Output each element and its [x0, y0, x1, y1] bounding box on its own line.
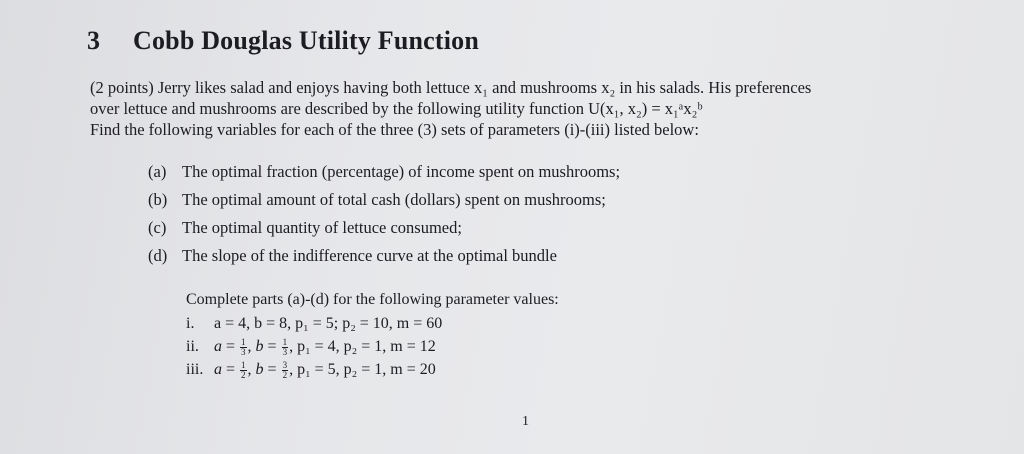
item-text: The slope of the indifference curve at the optimal bundle — [182, 246, 557, 265]
row-label: ii. — [186, 338, 199, 355]
fraction-b: $\frac{1}{3}$ — [282, 337, 288, 358]
row-values: p₁ = 5, p₂ = 1, m = 20 — [297, 361, 436, 378]
row-label: i. — [186, 315, 195, 332]
item-label: (c) — [148, 218, 167, 237]
problem-statement — [90, 77, 980, 140]
question-item-c — [148, 214, 620, 242]
section-title: Cobb Douglas Utility Function — [133, 26, 480, 55]
item-label: (d) — [148, 246, 168, 265]
question-list — [148, 158, 620, 270]
fraction-a: $\frac{1}{3}$ — [241, 337, 246, 358]
fraction-a: $\frac{1}{2}$ — [241, 360, 246, 381]
question-item-a — [148, 158, 620, 186]
section-number: 3 — [87, 26, 101, 55]
question-item-d — [148, 242, 620, 270]
section-heading — [87, 26, 479, 56]
parameter-row-i — [186, 312, 559, 335]
parameter-row-ii: ii. a = $\frac{1}{3}$ , b = $\frac{1}{3}$ , p₁ = 4, p₂ = 1, m = 12 — [186, 335, 559, 358]
item-label: (b) — [148, 190, 168, 209]
item-text: The optimal fraction (percentage) of income spent on mushrooms; — [182, 162, 621, 181]
item-text: The optimal quantity of lettuce consumed; — [182, 218, 462, 237]
statement-line-3: Find the following variables for each of the three (3) sets of parameters (i)-(iii) listed below: — [90, 120, 699, 139]
statement-line-2: over lettuce and mushrooms are described by the following utility function U(x₁, x₂) = x₁ᵃx₂ᵇ — [90, 99, 703, 118]
item-text: The optimal amount of total cash (dollars) spent on mushrooms; — [182, 190, 606, 209]
question-item-b — [148, 186, 620, 214]
parameter-intro: Complete parts (a)-(d) for the following parameter values: — [186, 291, 559, 308]
page-number: 1 — [522, 414, 529, 429]
item-label: (a) — [148, 162, 167, 181]
parameter-list — [186, 288, 559, 381]
statement-line-1: (2 points) Jerry likes salad and enjoys having both lettuce x₁ and mushrooms x₂ in his salads. His preferences — [90, 78, 812, 97]
row-values: a = 4, b = 8, p₁ = 5; p₂ = 10, m = 60 — [214, 315, 443, 332]
row-values: p₁ = 4, p₂ = 1, m = 12 — [297, 338, 436, 355]
parameter-row-iii: iii. a = $\frac{1}{2}$ , b = $\frac{3}{2}$ , p₁ = 5, p₂ = 1, m = 20 — [186, 358, 559, 381]
fraction-b: $\frac{3}{2}$ — [282, 360, 288, 381]
row-label: iii. — [186, 361, 204, 378]
